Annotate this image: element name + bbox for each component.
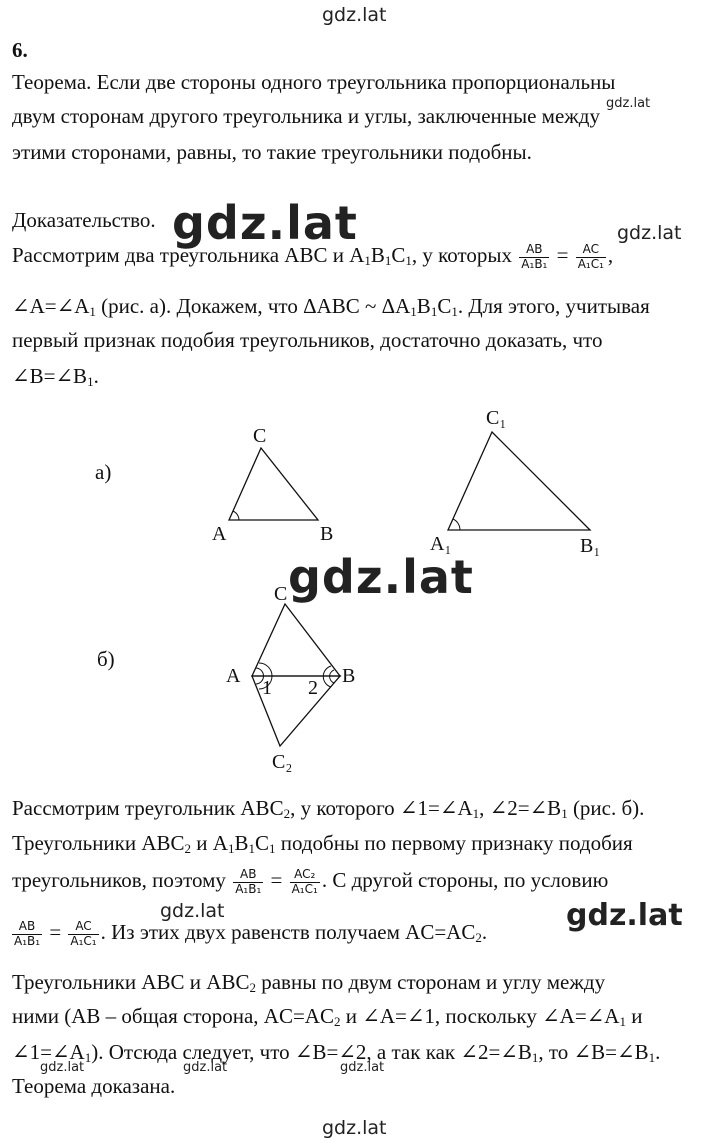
watermark-small-2: gdz.lat <box>617 222 682 244</box>
figure-a-label: а) <box>95 460 112 484</box>
proof-line-4: $\angle B=\angle B_1$. <box>12 364 99 389</box>
label-b1: B₁ <box>580 535 601 557</box>
watermark-small-1: gdz.lat <box>606 96 651 111</box>
bottom-line-7: $\angle 1=\angle A_1$). Отсюда следует, что ∠B=∠2, а так как $\angle 2=\angle B_1$, то $\angle B=\angle B_1$. <box>12 1040 661 1065</box>
label-b: B <box>320 523 334 545</box>
watermark-small-3: gdz.lat <box>160 900 225 922</box>
bottom-line-2: Треугольники $ABC_2$ и $A_1B_1C_1$ подобны по первому признаку подобия <box>12 831 633 856</box>
proof-line-3: первый признак подобия треугольников, достаточно доказать, что <box>12 328 603 352</box>
watermark-large-2: gdz.lat <box>288 550 474 604</box>
task-number: 6. <box>12 38 28 62</box>
bottom-line-3: треугольников, поэтому $\frac{AB}{\text{A₁B₁}}$ = $\frac{\text{AC₂}}{\text{A₁C₁}}$ . С другой стороны, по условию <box>12 867 609 896</box>
label-a1: A₁ <box>430 533 452 555</box>
bottom-line-5: Треугольники ABC и $ABC_2$ равны по двум сторонам и углу между <box>12 970 606 995</box>
watermark-large-1: gdz.lat <box>172 196 358 250</box>
bottom-line-1: Рассмотрим треугольник $ABC_2$, у которого $\angle 1=\angle A_1$, $\angle 2=\angle B_1$ (рис. б). <box>12 796 645 821</box>
label-c: C <box>253 425 267 447</box>
bottom-line-4: $\frac{AB}{\text{A₁B₁}}$ = $\frac{AC}{\text{A₁C₁}}$ . Из этих двух равенств получаем $AC=AC_2$. <box>14 919 488 948</box>
fraction-ab-2: $\frac{AB}{\text{A₁B₁}}$ <box>235 867 262 896</box>
theorem-line-3: этими сторонами, равны, то такие треугольники подобны. <box>12 140 532 164</box>
label-angle-2: 2 <box>308 677 318 699</box>
proof-line-1: Рассмотрим два треугольника ABC и $A_1B_1C_1$, у которых $\frac{AB}{\text{A₁B₁}}$ = $\frac{AC}{\text{A₁C₁}}$ , <box>12 242 614 271</box>
label-a: A <box>212 523 227 545</box>
fraction-ac-3: $\frac{AC}{\text{A₁C₁}}$ <box>70 919 97 948</box>
label-angle-1: 1 <box>262 677 272 699</box>
label-b-b: B <box>342 665 356 687</box>
proof-line-2: $\angle A=\angle A_1$ (рис. а). Докажем, что ΔABC ~ $\Delta A_1B_1C_1$. Для этого, учитывая <box>12 294 650 319</box>
watermark-medium: gdz.lat <box>566 898 683 933</box>
label-c1: C₁ <box>486 407 507 429</box>
watermark-bottom: gdz.lat <box>322 1117 387 1139</box>
label-c-b: C <box>274 583 288 605</box>
bottom-line-6: ними (AB – общая сторона, $AC=AC_2$ и ∠A=∠1, поскольку $\angle A=\angle A_1$ и <box>12 1004 643 1029</box>
fraction-ab: $\frac{AB}{\text{A₁B₁}}$ <box>521 242 548 271</box>
watermark-small-5: gdz.lat <box>183 1060 228 1075</box>
watermark-small-6: gdz.lat <box>340 1060 385 1075</box>
fraction-ac2: $\frac{\text{AC₂}}{\text{A₁C₁}}$ <box>291 867 318 896</box>
theorem-line-2: двум сторонам другого треугольника и углы, заключенные между <box>12 104 600 128</box>
figure-b-label: б) <box>97 647 115 671</box>
fraction-ab-3: $\frac{AB}{\text{A₁B₁}}$ <box>14 919 41 948</box>
fraction-ac: $\frac{AC}{\text{A₁C₁}}$ <box>577 242 604 271</box>
watermark-top: gdz.lat <box>322 4 387 26</box>
bottom-line-8: Теорема доказана. <box>12 1074 176 1098</box>
label-a-b: A <box>226 665 241 687</box>
proof-heading: Доказательство. <box>12 208 156 232</box>
label-c2: C₂ <box>272 751 293 773</box>
triangle-abc-b <box>252 604 340 676</box>
watermark-small-4: gdz.lat <box>40 1060 85 1075</box>
theorem-line-1: Теорема. Если две стороны одного треугольника пропорциональны <box>12 70 616 94</box>
